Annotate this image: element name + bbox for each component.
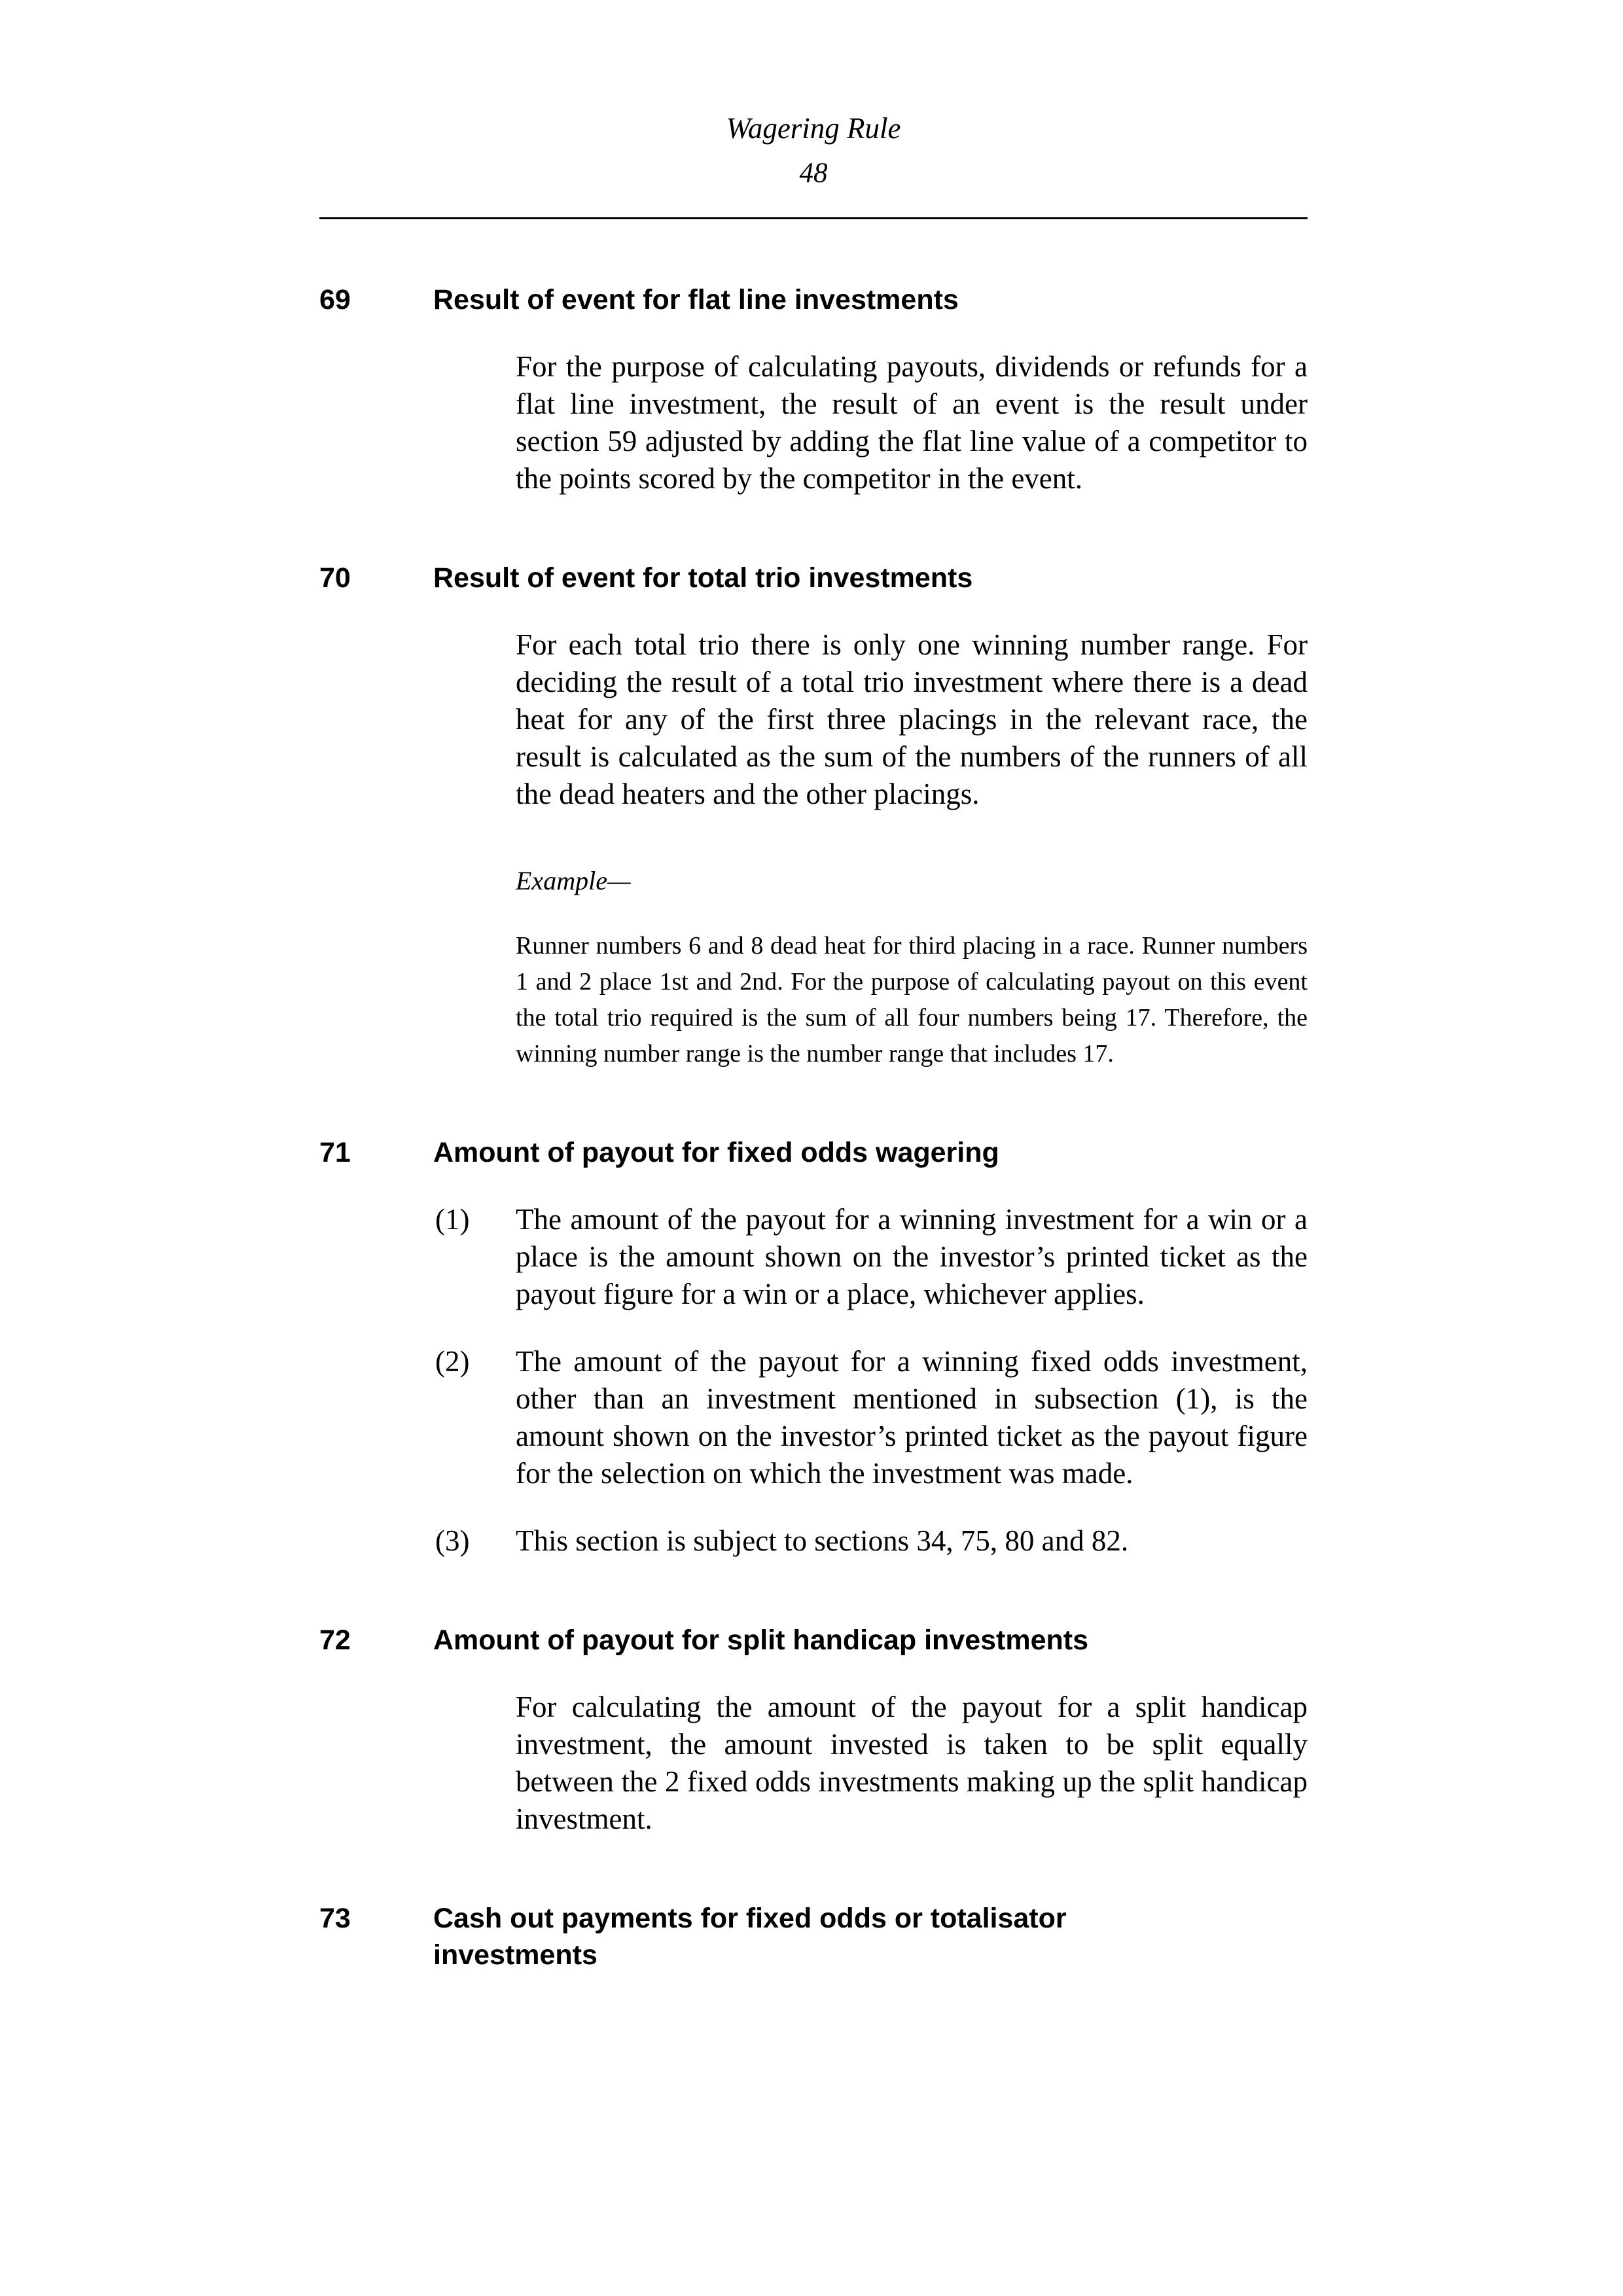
section-heading: Cash out payments for fixed odds or totalisator investments (433, 1903, 1067, 1971)
section-heading: Amount of payout for split handicap investments (433, 1624, 1089, 1656)
document-title: Wagering Rule (726, 112, 901, 145)
section-70 (319, 560, 1308, 1072)
section-paragraph: For each total trio there is only one winning number range. For deciding the result of a total trio investment where there is a dead heat for any of the first three placings in the relevant race, the result is calculated as the sum of the numbers of the runners of all the dead heaters and the other placings. (516, 628, 1308, 810)
section-head (319, 1622, 1308, 1659)
section-69 (319, 281, 1308, 497)
subsection-number: (3) (435, 1524, 470, 1557)
subsection-text: This section is subject to sections 34, 75, 80 and 82. (516, 1524, 1129, 1557)
section-paragraph: For the purpose of calculating payouts, dividends or refunds for a flat line investment, the result of an event is the result under section 59 adjusted by adding the flat line value of a competitor to the points scored by the competitor in the event. (516, 350, 1308, 495)
section-number: 72 (319, 1624, 351, 1656)
section-heading: Amount of payout for fixed odds wagering (433, 1137, 999, 1168)
running-header (319, 0, 1308, 219)
section-head (319, 1134, 1308, 1171)
subsection-2 (435, 1343, 1308, 1492)
section-72 (319, 1622, 1308, 1838)
section-number: 73 (319, 1903, 351, 1934)
section-71 (319, 1134, 1308, 1560)
section-number: 69 (319, 284, 351, 315)
page-content (319, 0, 1308, 1973)
header-rule-line (319, 217, 1308, 219)
section-number: 70 (319, 562, 351, 594)
subsection-1 (435, 1201, 1308, 1313)
subsection-text: The amount of the payout for a winning investment for a win or a place is the amount shown on the investor’s printed ticket as the payout figure for a win or a place, whichever applies. (516, 1203, 1308, 1310)
subsection-number: (1) (435, 1203, 470, 1236)
section-head (319, 281, 1308, 318)
section-73 (319, 1900, 1308, 1973)
section-heading: Result of event for flat line investments (433, 284, 959, 315)
subsection-number: (2) (435, 1345, 470, 1378)
example-text: Runner numbers 6 and 8 dead heat for third placing in a race. Runner numbers 1 and 2 place 1st and 2nd. For the purpose of calculating payout on this event the total trio required is the sum of all four numbers being 17. Therefore, the winning number range is the number range that includes 17. (516, 932, 1308, 1067)
example-label: Example— (516, 866, 631, 895)
section-heading: Result of event for total trio investments (433, 562, 973, 594)
page-number: 48 (799, 158, 828, 188)
section-head (319, 1900, 1308, 1973)
section-paragraph: For calculating the amount of the payout for a split handicap investment, the amount invested is taken to be split equally between the 2 fixed odds investments making up the split handicap investment. (516, 1691, 1308, 1835)
section-head (319, 560, 1308, 596)
example-block (516, 865, 1308, 1072)
section-number: 71 (319, 1137, 351, 1168)
subsection-3 (435, 1522, 1308, 1560)
subsection-text: The amount of the payout for a winning fixed odds investment, other than an investment mentioned in subsection (1), is the amount shown on the investor’s printed ticket as the payout figure for the selection on which the investment was made. (516, 1345, 1308, 1490)
